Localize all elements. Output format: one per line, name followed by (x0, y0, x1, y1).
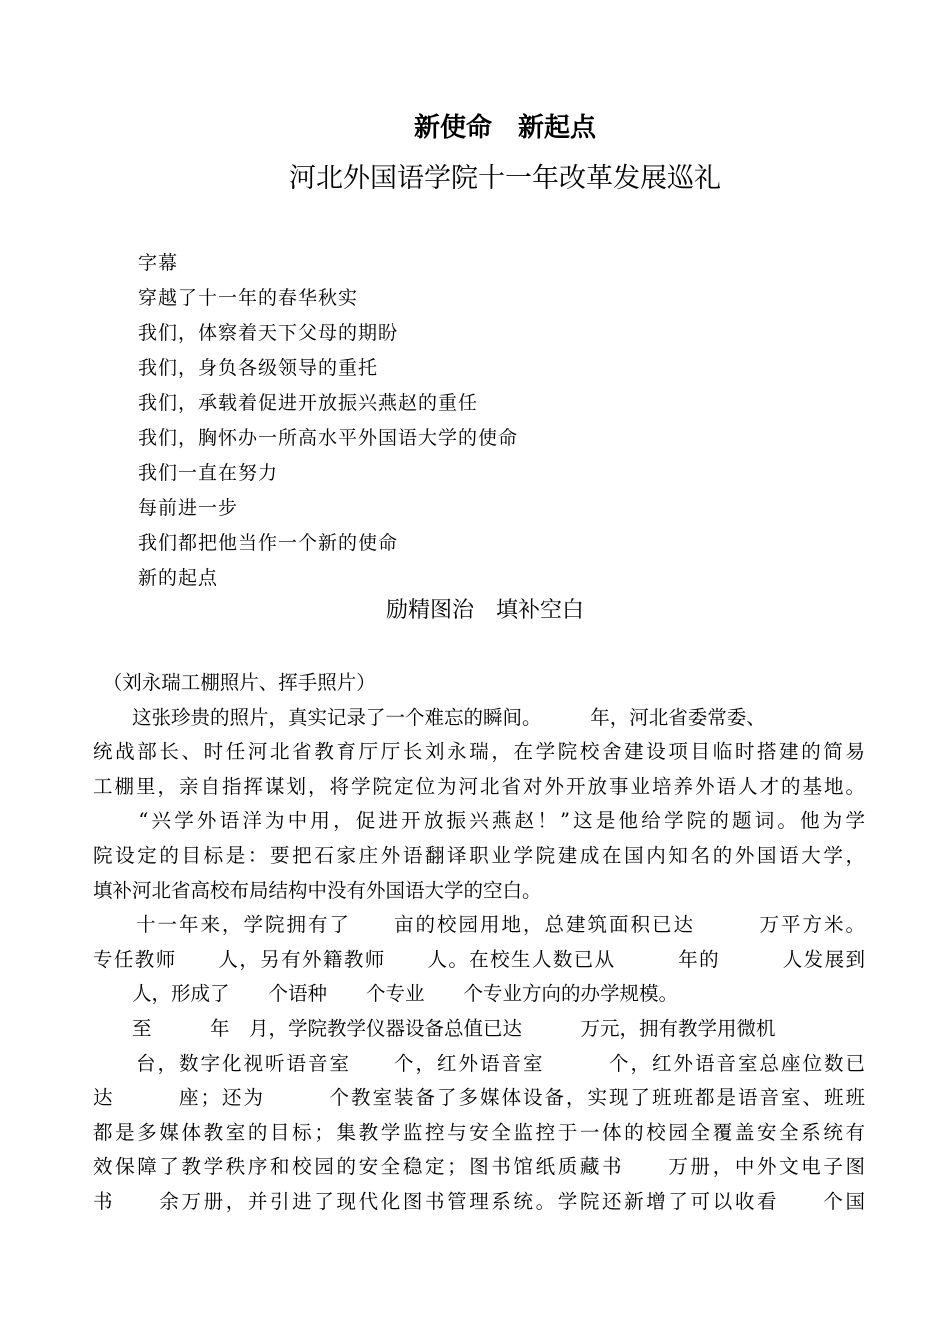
body-line: （刘永瑞工棚照片、挥手照片） (93, 671, 376, 694)
caption-line: 穿越了十一年的春华秋实 (138, 287, 359, 309)
body-line: 都是多媒体教室的目标；集教学监控与安全监控于一体的校园全覆盖安全系统有 (93, 1120, 865, 1144)
caption-line: 新的起点 (138, 567, 219, 589)
caption-line: 我们一直在努力 (138, 462, 279, 484)
body-line: 人，形成了 个语种 个专业 个专业方向的办学规模。 (93, 982, 679, 1006)
body-line: 工棚里，亲自指挥谋划，将学院定位为河北省对外开放事业培养外语人才的基地。 (93, 774, 865, 798)
body-text (93, 666, 865, 1220)
document-title: 新使命 新起点 (413, 113, 596, 143)
caption-line: 每前进一步 (138, 497, 239, 519)
caption-line: 我们都把他当作一个新的使命 (138, 532, 399, 554)
caption-lines (138, 246, 518, 596)
body-line: 台，数字化视听语音室 个，红外语音室 个，红外语音室总座位数已 (93, 1051, 865, 1075)
caption-line: 我们，胸怀办一所高水平外国语大学的使命 (138, 427, 519, 449)
body-line: 统战部长、时任河北省教育厅厅长刘永瑞，在学院校舍建设项目临时搭建的简易 (93, 740, 865, 764)
section-heading: 励精图治 填补空白 (385, 598, 584, 623)
body-line: 至 年 月，学院教学仪器设备总值已达 万元，拥有教学用微机 (93, 1016, 776, 1040)
body-line: 效保障了教学秩序和校园的安全稳定；图书馆纸质藏书 万册，中外文电子图 (93, 1155, 865, 1179)
caption-line: 我们，身负各级领导的重托 (138, 357, 379, 379)
document-subtitle: 河北外国语学院十一年改革发展巡礼 (289, 163, 721, 194)
body-line: 这张珍贵的照片，真实记录了一个难忘的瞬间。 年，河北省委常委、 (93, 705, 766, 729)
body-line: 书 余万册，并引进了现代化图书管理系统。学院还新增了可以收看 个国 (93, 1189, 865, 1213)
body-line: 达 座；还为 个教室装备了多媒体设备，实现了班班都是语音室、班班 (93, 1086, 865, 1110)
caption-line: 字幕 (138, 252, 179, 274)
caption-line: 我们，体察着天下父母的期盼 (138, 322, 399, 344)
body-line: 十一年来，学院拥有了 亩的校园用地，总建筑面积已达 万平方米。 (93, 913, 865, 937)
body-line: “兴学外语洋为中用，促进开放振兴燕赵！”这是他给学院的题词。他为学 (93, 809, 865, 833)
caption-line: 我们，承载着促进开放振兴燕赵的重任 (138, 392, 479, 414)
body-line: 专任教师 人，另有外籍教师 人。在校生人数已从 年的 人发展到 (93, 947, 865, 971)
body-line: 院设定的目标是：要把石家庄外语翻译职业学院建成在国内知名的外国语大学， (93, 843, 865, 867)
body-line: 填补河北省高校布局结构中没有外国语大学的空白。 (93, 878, 542, 902)
